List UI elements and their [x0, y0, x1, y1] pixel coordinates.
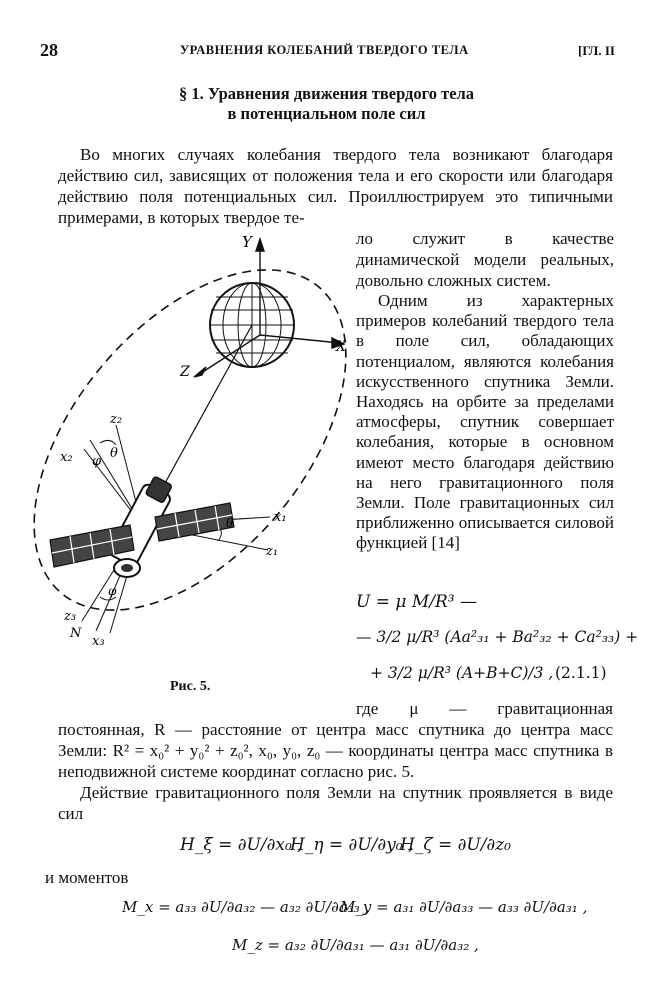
orbit-ellipse [30, 225, 352, 667]
equation-number: (2.1.1) [555, 664, 607, 682]
equation-2-1-1-line3: + 3/2 μ/R³ (A+B+C)/3 , [370, 664, 554, 682]
label-theta-right: θ [226, 516, 234, 530]
label-x2: x₂ [60, 450, 73, 465]
moment-my: M_y = a₃₁ ∂U/∂a₃₃ — a₃₃ ∂U/∂a₃₁ , [340, 898, 588, 916]
label-x3: x₃ [92, 634, 105, 649]
paragraph-1-full: Во многих случаях колебания твердого тела возникают благодаря действию сил, зависящих от положения тела и его скорости или благодаря действию поля потенциальных сил. Проиллюстрируем это типичными примерами, в которых твердое те- [58, 145, 613, 227]
paragraph-3: где μ — гравитационная постоянная, R — расстояние от центра масс спутника до центра масс Земли: R² = x₀² + y₀² + z₀², x₀, y₀, z₀ — координаты центра масс спутника в неподвижной системе координат согласно рис. 5. [58, 699, 613, 781]
force-h-xi: H_ξ = ∂U/∂x₀ , [180, 835, 303, 855]
paragraph-2: Одним из характерных примеров колебаний твердого тела в поле сил, обладающих потенциалом, являются колебания искусственного спутника Земли. Находясь на орбите за пределами атмосферы, спутник совершает колебания, которые в основном имеют место благодаря действию на него гравитационного поля Земли. Поле гравитационных сил приближенно описывается силовой функцией [14] [356, 291, 614, 553]
label-theta-top: θ [110, 446, 118, 461]
moment-mx: M_x = a₃₃ ∂U/∂a₃₂ — a₃₂ ∂U/∂a₃₃ , [122, 898, 370, 916]
figure-5-satellite-orbit [30, 225, 352, 670]
label-phi-bottom: φ [108, 584, 117, 598]
label-z3: z₃ [64, 609, 77, 624]
equation-2-1-1-line1: U = μ M/R³ — [356, 592, 477, 612]
equation-2-1-1-line2: — 3/2 μ/R³ (Aa²₃₁ + Ba²₃₂ + Ca²₃₃) + [356, 628, 639, 646]
moments-intro: и моментов [45, 868, 129, 887]
paragraph-4: Действие гравитационного поля Земли на спутник проявляется в виде сил [58, 783, 613, 823]
running-title: УРАВНЕНИЯ КОЛЕБАНИЙ ТВЕРДОГО ТЕЛА [180, 43, 469, 57]
chapter-label: [ГЛ. II [578, 43, 615, 58]
label-n: N [70, 626, 82, 641]
paragraph-1-narrow: ло служит в качестве динамической модели реальных, довольно сложных систем. [356, 229, 614, 290]
section-title [0, 84, 653, 124]
figure-caption: Рис. 5. [170, 679, 211, 694]
label-z1: z₁ [266, 544, 279, 559]
section-title-line2: в потенциальном поле сил [227, 104, 426, 123]
label-z2: z₂ [110, 412, 123, 427]
axis-label-z: Z [180, 364, 190, 380]
page-number: 28 [40, 40, 58, 60]
moment-mz: M_z = a₃₂ ∂U/∂a₃₁ — a₃₁ ∂U/∂a₃₂ , [232, 936, 479, 954]
label-x1: x₁ [274, 510, 287, 525]
axis-label-x: X [336, 339, 346, 355]
axis-label-y: Y [242, 233, 252, 251]
section-title-line1: § 1. Уравнения движения твердого тела [178, 84, 475, 103]
force-h-zeta: H_ζ = ∂U/∂z₀ [400, 835, 511, 855]
label-phi-top: φ [92, 454, 102, 469]
running-header [40, 40, 615, 64]
force-h-eta: H_η = ∂U/∂y₀ , [290, 835, 414, 855]
